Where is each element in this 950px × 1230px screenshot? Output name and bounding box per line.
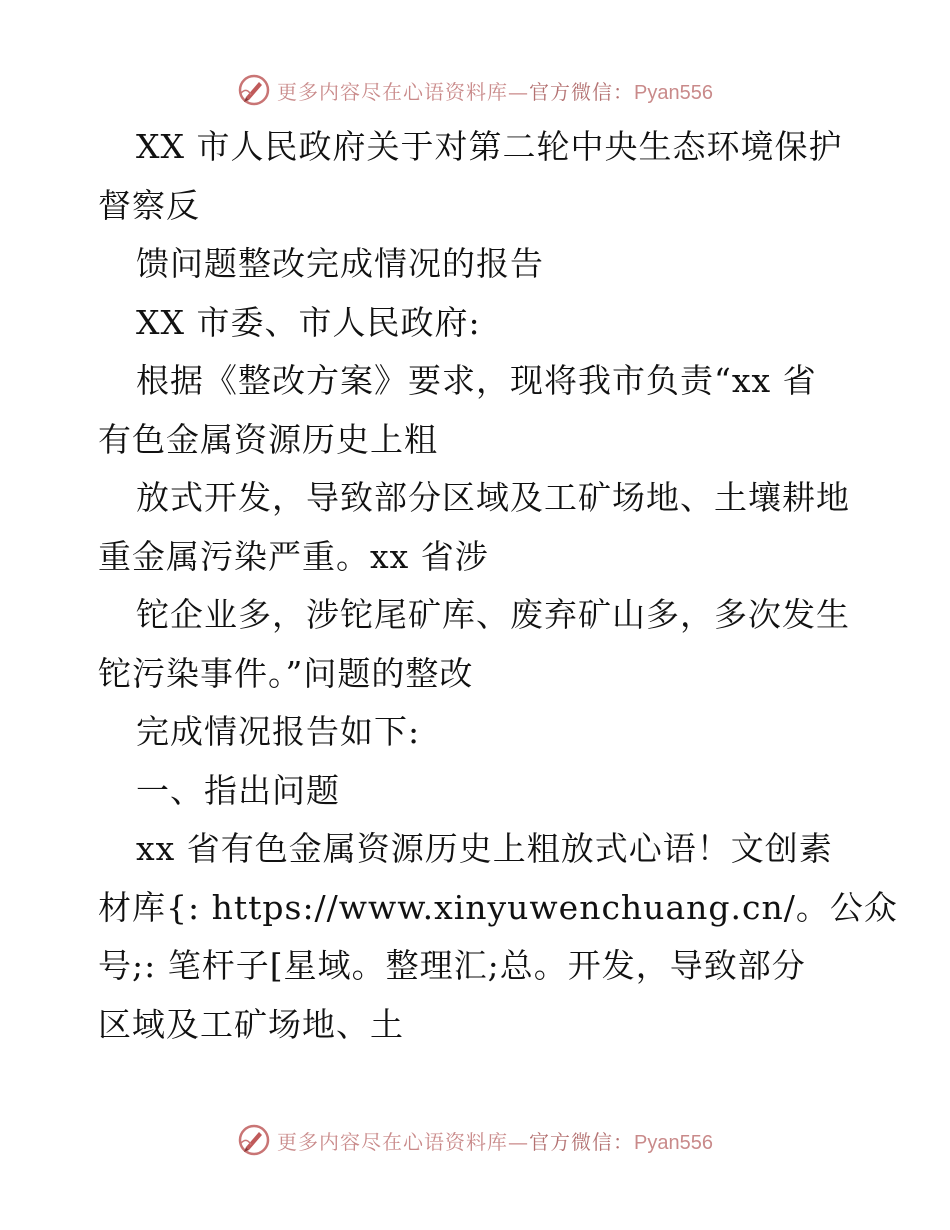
doc-line: 馈问题整改完成情况的报告 [136,244,544,283]
doc-line: 放式开发，导致部分区域及工矿场地、土壤耕地 [136,478,850,517]
watermark-brand: 更多内容尽在心语资料库 [277,79,509,104]
doc-line: 有色金属资源历史上粗 [98,419,438,459]
doc-line: 重金属污染严重。xx 省涉 [98,536,489,576]
watermark-official-label: 官方微信： [529,79,635,104]
doc-line: 根据《整改方案》要求，现将我市负责“xx 省 [136,361,817,400]
doc-line: XX 市委、市人民政府: [136,302,481,342]
doc-line: 一、指出问题 [136,770,340,810]
document-body [98,118,898,1054]
watermark-wechat-id: Pyan556 [634,1131,713,1154]
watermark-dash: — [508,1129,530,1154]
doc-line: 区域及工矿场地、土 [98,1004,404,1044]
watermark-dash: — [508,79,530,104]
doc-line: 铊企业多，涉铊尾矿库、废弃矿山多，多次发生 [136,595,850,634]
doc-line: XX 市人民政府关于对第二轮中央生态环境保护 [136,127,843,166]
watermark-wechat-id: Pyan556 [634,81,713,104]
doc-line: 号;: 笔杆子[星域。整理汇;总。开发，导致部分 [98,946,806,985]
header-watermark [0,70,950,110]
watermark-brand: 更多内容尽在心语资料库 [277,1129,509,1154]
doc-line: xx 省有色金属资源历史上粗放式心语！文创素 [136,829,833,868]
doc-line: 材库{: https://www.xinyuwenchuang.cn/。公众 [98,887,898,927]
doc-line: 督察反 [98,185,200,225]
doc-line: 完成情况报告如下: [136,712,421,751]
red-pen-quill-icon [237,73,271,107]
watermark-official-label: 官方微信： [529,1129,635,1154]
footer-watermark [0,1120,950,1160]
red-pen-quill-icon [237,1123,271,1157]
doc-line: 铊污染事件。”问题的整改 [98,653,474,693]
